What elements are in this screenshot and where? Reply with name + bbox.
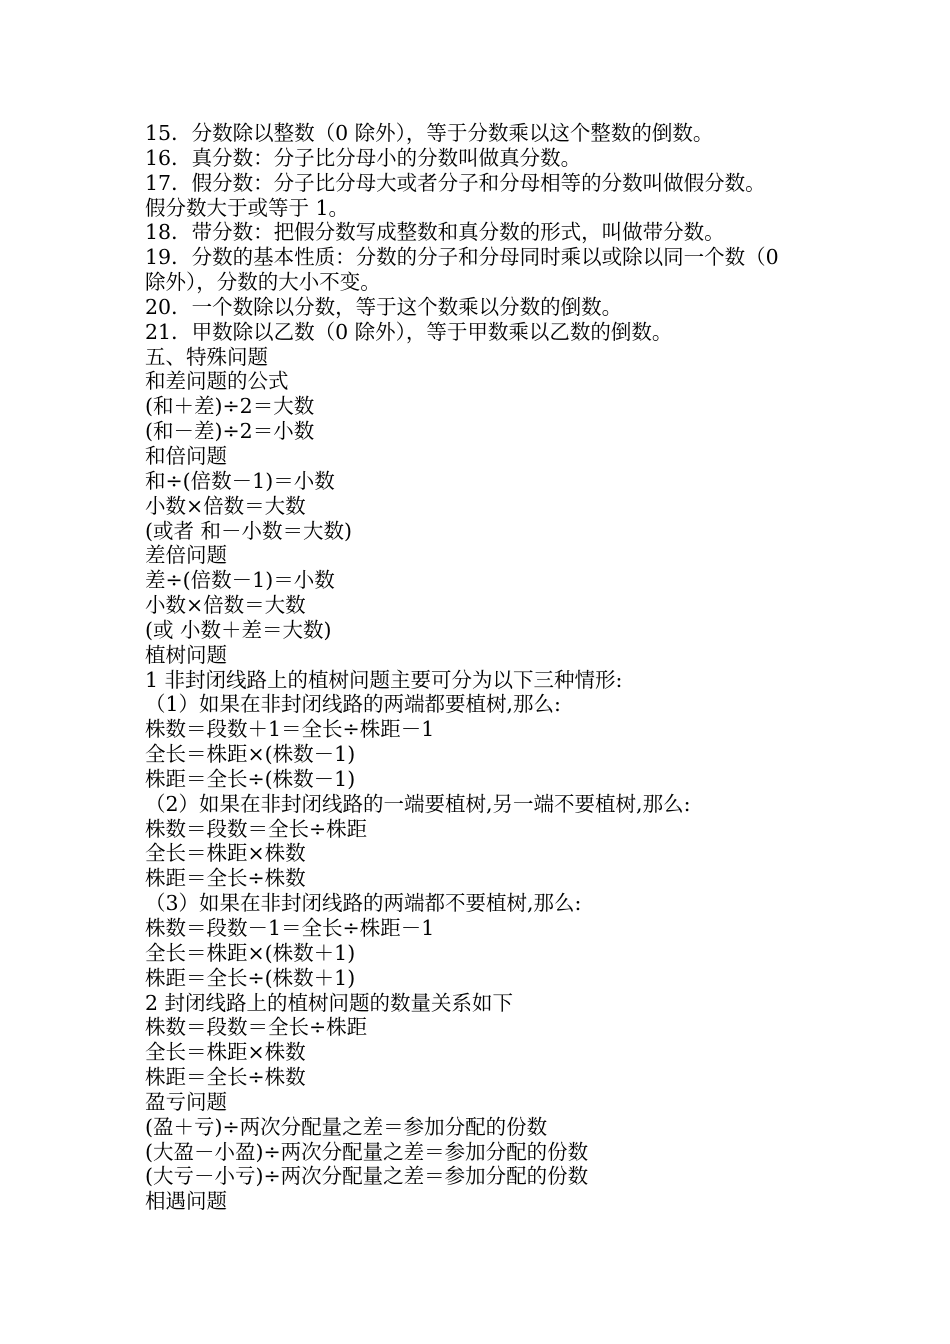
text-line: 16．真分数：分子比分母小的分数叫做真分数。 xyxy=(145,145,582,170)
text-line: （2）如果在非封闭线路的一端要植树,另一端不要植树,那么: xyxy=(145,791,691,816)
text-line: 2 封闭线路上的植树问题的数量关系如下 xyxy=(145,990,514,1015)
text-line: （3）如果在非封闭线路的两端都不要植树,那么: xyxy=(145,891,582,916)
formula-line: (或者 和－小数＝大数) xyxy=(145,518,353,543)
subsection-heading: 植树问题 xyxy=(145,642,227,667)
formula-line: 小数×倍数＝大数 xyxy=(145,493,306,518)
document-body xyxy=(145,121,825,1214)
text-line: 18．带分数：把假分数写成整数和真分数的形式，叫做带分数。 xyxy=(145,220,725,245)
formula-line: 全长＝株距×(株数－1) xyxy=(145,742,356,767)
formula-line: 株数＝段数－1＝全长÷株距－1 xyxy=(145,916,435,940)
text-line: 20．一个数除以分数，等于这个数乘以分数的倒数。 xyxy=(145,294,623,319)
subsection-heading: 相遇问题 xyxy=(145,1189,227,1214)
formula-line: 株数＝段数＝全长÷株距 xyxy=(145,816,368,841)
subsection-heading: 和倍问题 xyxy=(145,443,227,468)
subsection-heading: 和差问题的公式 xyxy=(145,369,289,394)
formula-line: 株距＝全长÷(株数－1) xyxy=(145,766,356,791)
text-line: 21．甲数除以乙数（0 除外），等于甲数乘以乙数的倒数。 xyxy=(145,319,673,344)
formula-line: 株数＝段数＋1＝全长÷株距－1 xyxy=(145,717,435,742)
formula-line: 差÷(倍数－1)＝小数 xyxy=(145,568,335,593)
formula-line: (和＋差)÷2＝大数 xyxy=(145,394,315,419)
formula-line: 全长＝株距×株数 xyxy=(145,1040,306,1065)
formula-line: (大亏－小亏)÷两次分配量之差＝参加分配的份数 xyxy=(145,1164,589,1189)
formula-line: 株数＝段数＝全长÷株距 xyxy=(145,1015,368,1040)
formula-line: 全长＝株距×(株数＋1) xyxy=(145,940,356,965)
formula-line: 株距＝全长÷株数 xyxy=(145,1065,306,1090)
formula-line: 株距＝全长÷(株数＋1) xyxy=(145,965,356,990)
section-heading: 五、特殊问题 xyxy=(145,344,268,369)
text-line: （1）如果在非封闭线路的两端都要植树,那么: xyxy=(145,692,561,717)
text-line: 1 非封闭线路上的植树问题主要可分为以下三种情形: xyxy=(145,667,623,692)
text-line: 除外），分数的大小不变。 xyxy=(145,270,381,295)
subsection-heading: 差倍问题 xyxy=(145,543,227,568)
formula-line: 株距＝全长÷株数 xyxy=(145,866,306,891)
text-line: 19．分数的基本性质：分数的分子和分母同时乘以或除以同一个数（0 xyxy=(145,245,779,270)
formula-line: (盈＋亏)÷两次分配量之差＝参加分配的份数 xyxy=(145,1114,548,1139)
formula-line: 和÷(倍数－1)＝小数 xyxy=(145,468,335,493)
formula-line: 全长＝株距×株数 xyxy=(145,841,306,866)
formula-line: 小数×倍数＝大数 xyxy=(145,593,306,618)
text-line: 假分数大于或等于 1。 xyxy=(145,195,350,220)
text-line: 15．分数除以整数（0 除外），等于分数乘以这个整数的倒数。 xyxy=(145,121,714,145)
formula-line: (大盈－小盈)÷两次分配量之差＝参加分配的份数 xyxy=(145,1139,589,1164)
subsection-heading: 盈亏问题 xyxy=(145,1089,227,1114)
text-line: 17．假分数：分子比分母大或者分子和分母相等的分数叫做假分数。 xyxy=(145,170,766,195)
formula-line: (或 小数＋差＝大数) xyxy=(145,617,332,642)
formula-line: (和－差)÷2＝小数 xyxy=(145,419,315,444)
